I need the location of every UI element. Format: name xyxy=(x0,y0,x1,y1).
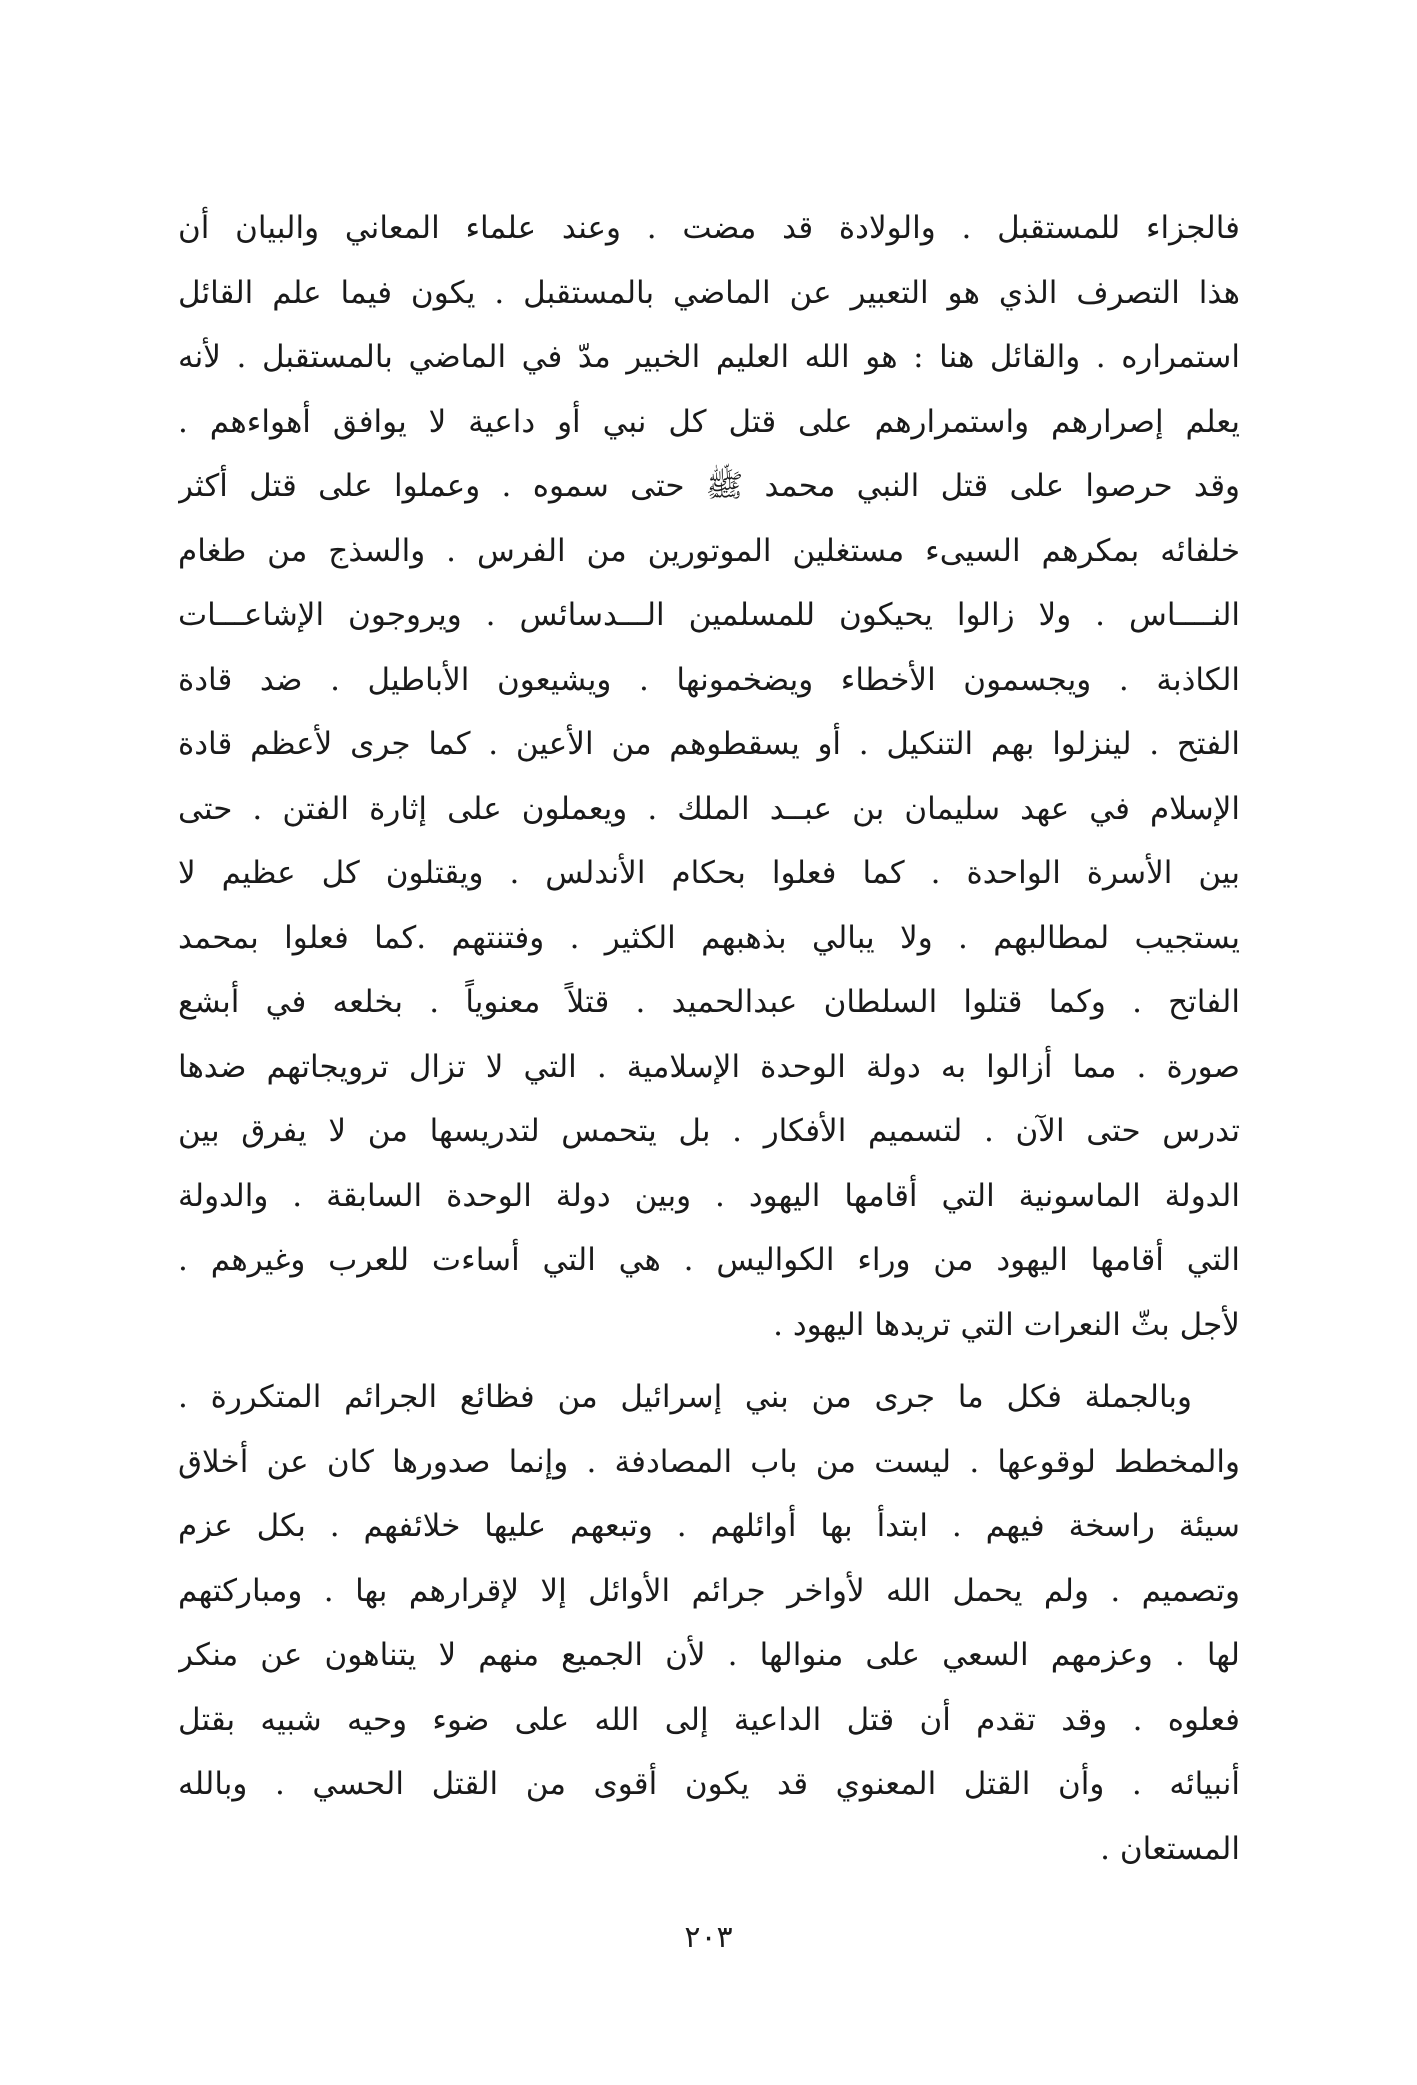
text-line: لأجل بثّ النعرات التي تريدها اليهود . xyxy=(773,1306,1240,1343)
text-line: أنبيائه . وأن القتل المعنوي قد يكون أقوى من القتل الحسي . وبالله xyxy=(178,1766,1240,1802)
text-line: النــــاس . ولا زالوا يحيكون للمسلمين الـــدسائس . ويروجون الإشاعـــات xyxy=(178,597,1240,633)
paragraph-1 xyxy=(178,196,1240,1357)
text-line: صورة . مما أزالوا به دولة الوحدة الإسلامية . التي لا تزال ترويجاتهم ضدها xyxy=(178,1048,1240,1085)
text-line: والمخطط لوقوعها . ليست من باب المصادفة . وإنما صدورها كان عن أخلاق xyxy=(178,1443,1240,1480)
text-line: الإسلام في عهد سليمان بن عبــد الملك . ويعملون على إثارة الفتن . حتى xyxy=(178,790,1240,827)
text-line: بين الأسرة الواحدة . كما فعلوا بحكام الأندلس . ويقتلون كل عظيم لا xyxy=(178,855,1240,891)
text-line: الفاتح . وكما قتلوا السلطان عبدالحميد . قتلاً معنوياً . بخلعه في أبشع xyxy=(178,984,1240,1020)
text-line: تدرس حتى الآن . لتسميم الأفكار . بل يتحمس لتدريسها من لا يفرق بين xyxy=(178,1113,1240,1149)
text-line: لها . وعزمهم السعي على منوالها . لأن الجميع منهم لا يتناهون عن منكر xyxy=(178,1637,1240,1673)
text-line: وتصميم . ولم يحمل الله لأواخر جرائم الأوائل إلا لإقرارهم بها . ومباركتهم xyxy=(178,1572,1240,1609)
text-line: يستجيب لمطالبهم . ولا يبالي بذهبهم الكثير . وفتنتهم .كما فعلوا بمحمد xyxy=(178,919,1240,956)
text-line: الكاذبة . ويجسمون الأخطاء ويضخمونها . ويشيعون الأباطيل . ضد قادة xyxy=(178,661,1240,698)
text-line: التي أقامها اليهود من وراء الكواليس . هي التي أساءت للعرب وغيرهم . xyxy=(178,1242,1240,1278)
text-line: خلفائه بمكرهم السيىء مستغلين الموتورين من الفرس . والسذج من طغام xyxy=(178,532,1240,569)
text-line: وبالجملة فكل ما جرى من بني إسرائيل من فظائع الجرائم المتكررة . xyxy=(178,1379,1192,1415)
text-line: فالجزاء للمستقبل . والولادة قد مضت . وعند علماء المعاني والبيان أن xyxy=(178,210,1240,246)
text-line: يعلم إصرارهم واستمرارهم على قتل كل نبي أو داعية لا يوافق أهواءهم . xyxy=(178,403,1240,440)
paragraph-2 xyxy=(178,1365,1240,1881)
text-line: فعلوه . وقد تقدم أن قتل الداعية إلى الله على ضوء وحيه شبيه بقتل xyxy=(178,1701,1240,1738)
text-line: استمراره . والقائل هنا : هو الله العليم الخبير مدّ في الماضي بالمستقبل . لأنه xyxy=(178,339,1240,375)
text-line: المستعان . xyxy=(1100,1830,1240,1867)
text-line: سيئة راسخة فيهم . ابتدأ بها أوائلهم . وتبعهم عليها خلائفهم . بكل عزم xyxy=(178,1508,1240,1544)
text-line: وقد حرصوا على قتل النبي محمد ﷺ حتى سموه . وعملوا على قتل أكثر xyxy=(178,468,1240,504)
text-line: الدولة الماسونية التي أقامها اليهود . وبين دولة الوحدة السابقة . والدولة xyxy=(178,1177,1240,1214)
page-number: ٢٠٣ xyxy=(684,1920,733,1955)
body-text xyxy=(178,196,1240,1881)
text-line: الفتح . لينزلوا بهم التنكيل . أو يسقطوهم من الأعين . كما جرى لأعظم قادة xyxy=(178,726,1240,762)
text-line: هذا التصرف الذي هو التعبير عن الماضي بالمستقبل . يكون فيما علم القائل xyxy=(178,274,1240,311)
